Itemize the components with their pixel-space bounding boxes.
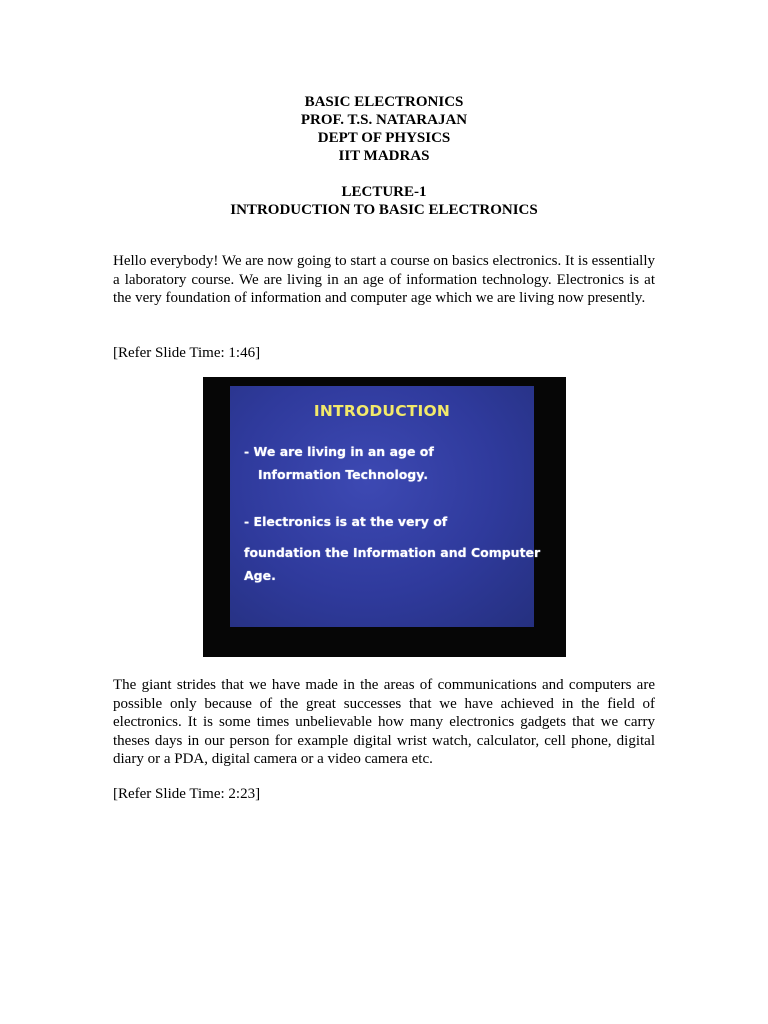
course-title: BASIC ELECTRONICS [304, 94, 464, 110]
slide-title: INTRODUCTION [313, 402, 451, 420]
slide-reference-1: [Refer Slide Time: 1:46] [113, 345, 261, 361]
professor-name: PROF. T.S. NATARAJAN [300, 112, 468, 128]
slide-bullet-2-end: Age. [244, 568, 276, 583]
lecture-title: INTRODUCTION TO BASIC ELECTRONICS [230, 202, 538, 218]
intro-paragraph: Hello everybody! We are now going to start a course on basics electronics. It is essentially a laboratory course. We are living in an age of information technology. Electronics is at the very foundation of information and computer age which we are living now presently. [113, 253, 655, 306]
institute-name: IIT MADRAS [338, 148, 430, 164]
slide-bullet-1-continued: Information Technology. [258, 467, 429, 482]
slide-bullet-2-continued: foundation the Information and Computer [244, 545, 541, 560]
slide-bullet-2: - Electronics is at the very of [244, 514, 448, 529]
slide-screen [230, 386, 541, 627]
department-name: DEPT OF PHYSICS [317, 130, 451, 146]
slide-bullet-1: - We are living in an age of [244, 444, 434, 459]
giant-strides-paragraph: The giant strides that we have made in the areas of communications and computers are possible only because of the great successes that we have achieved in the field of electronics. It is some times unbelievable how many electronics gadgets that we carry theses days in our person for example digital wrist watch, calculator, cell phone, digital diary or a PDA, digital camera or a video camera etc. [113, 677, 655, 767]
slide-reference-2: [Refer Slide Time: 2:23] [113, 786, 261, 802]
lecture-slide-image [203, 377, 566, 657]
lecture-number: LECTURE-1 [341, 184, 427, 200]
